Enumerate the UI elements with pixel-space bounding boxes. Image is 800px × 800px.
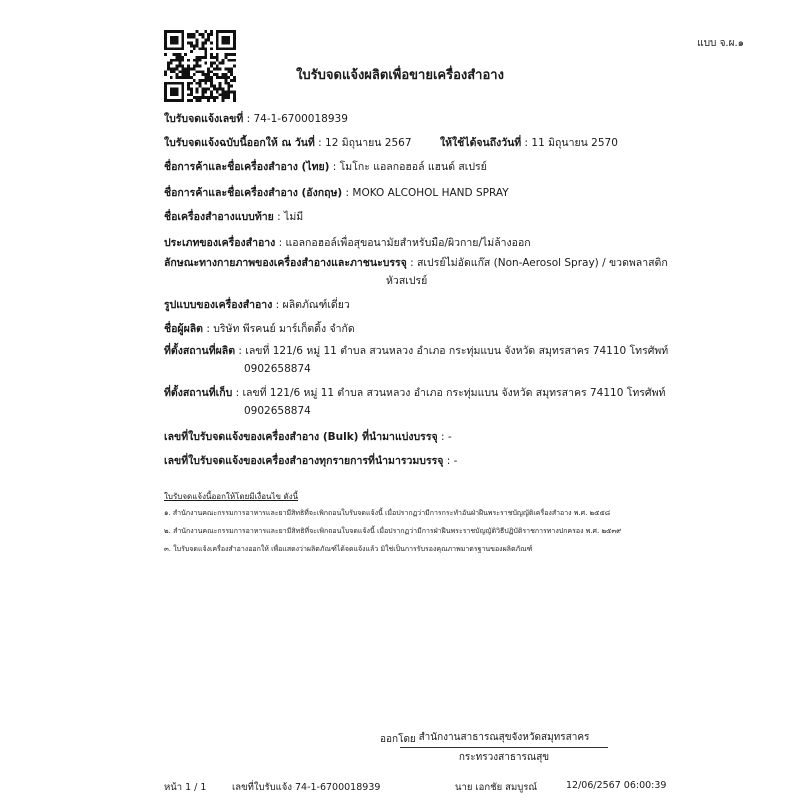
field-value: : สเปรย์ไม่อัดแก๊ส (Non-Aerosol Spray) / ขวดพลาสติก [406,257,668,269]
print-timestamp: 12/06/2567 06:00:39 [566,780,667,791]
field-value: : 12 มิถุนายน 2567 [314,137,412,149]
bulk-notification [164,430,452,445]
field-value: : MOKO ALCOHOL HAND SPRAY [342,187,509,199]
field-label: ชื่อผู้ผลิต [164,323,203,335]
factory-location [164,344,668,359]
trade-name-thai [164,160,487,175]
field-value: : ไม่มี [273,211,304,223]
conditions-title: ใบรับจดแจ้งนี้ออกให้โดยมีเงื่อนไข ดังนี้ [164,492,299,501]
field-label: เลขที่ใบรับจดแจ้งของเครื่องสำอางทุกรายการที่นำมารวมบรรจุ [164,455,444,467]
issuer-ministry: กระทรวงสาธารณสุข [458,752,550,763]
field-label: ชื่อการค้าและชื่อเครื่องสำอาง (อังกฤษ) [164,187,343,199]
field-value: : - [443,455,458,467]
product-format [164,298,350,313]
factory-phone: 0902658874 [244,363,311,375]
issued-by-label: ออกโดย [380,734,416,745]
physical-form-line2: หัวสเปรย์ [386,275,428,287]
field-label: รูปแบบของเครื่องสำอาง [164,299,273,311]
field-label: ที่ตั้งสถานที่เก็บ [164,387,233,399]
footer-reference: เลขที่ใบรับแจ้ง 74-1-6700018939 [232,782,381,793]
expiry-date [440,136,618,151]
field-value: : 74-1-6700018939 [243,113,348,125]
field-value: : 11 มิถุนายน 2570 [521,137,618,149]
field-value: : โมโกะ แอลกอฮอล์ แฮนด์ สเปรย์ [329,161,487,173]
trade-name-english [164,186,509,201]
cosmetic-category [164,236,531,251]
field-value: : เลขที่ 121/6 หมู่ 11 ตำบล สวนหลวง อำเภอ กระทุ่มแบน จังหวัด สมุทรสาคร 74110 โทรศัพท์ [235,345,669,357]
storage-location [164,386,665,401]
combined-notification [164,454,457,469]
form-code: แบบ จ.ผ.๑ [697,38,744,49]
field-label: ชื่อการค้าและชื่อเครื่องสำอาง (ไทย) [164,161,330,173]
condition-item: ๑. สำนักงานคณะกรรมการอาหารและยามีสิทธิที่จะเพิกถอนใบรับจดแจ้งนี้ เมื่อปรากฏว่ามีการกระทำอันฝ่าฝืนพระราชบัญญัติเครื่องสำอาง พ.ศ. ๒๕๕๘ [164,509,611,517]
field-label: ใบรับจดแจ้งเลขที่ [164,113,244,125]
field-label: ใบรับจดแจ้งฉบับนี้ออกให้ ณ วันที่ [164,137,315,149]
condition-item: ๓. ใบรับจดแจ้งเครื่องสำอางออกให้ เพื่อแสดงว่าผลิตภัณฑ์ได้จดแจ้งแล้ว มิใช่เป็นการรับรองคุณภาพมาตรฐานของผลิตภัณฑ์ [164,545,533,553]
field-label: เลขที่ใบรับจดแจ้งของเครื่องสำอาง (Bulk) ที่นำมาแบ่งบรรจุ [164,431,438,443]
storage-phone: 0902658874 [244,405,311,417]
document-title: ใบรับจดแจ้งผลิตเพื่อขายเครื่องสำอาง [296,68,504,83]
field-value: : - [437,431,452,443]
manufacturer [164,322,355,337]
notification-number [164,112,348,127]
issuer-office: สำนักงานสาธารณสุขจังหวัดสมุทรสาคร [400,730,608,748]
name-suffix [164,210,303,225]
physical-form [164,256,668,271]
field-label: ลักษณะทางกายภาพของเครื่องสำอางและภาชนะบรรจุ [164,257,407,269]
condition-item: ๒. สำนักงานคณะกรรมการอาหารและยามีสิทธิที่จะเพิกถอนใบจดแจ้งนี้ เมื่อปรากฏว่ามีการฝ่าฝืนพระราชบัญญัติวิธีปฏิบัติราชการทางปกครอง พ.ศ. ๒๕๓๙ [164,527,622,535]
field-value: : บริษัท พีรคนย์ มาร์เก็ตติ้ง จำกัด [203,323,355,335]
field-value: : เลขที่ 121/6 หมู่ 11 ตำบล สวนหลวง อำเภอ กระทุ่มแบน จังหวัด สมุทรสาคร 74110 โทรศัพท์ [232,387,666,399]
issue-date [164,136,412,151]
page-number: หน้า 1 / 1 [164,782,207,793]
field-label: ชื่อเครื่องสำอางแบบท้าย [164,211,274,223]
field-value: : แอลกอฮอล์เพื่อสุขอนามัยสำหรับมือ/ผิวกาย/ไม่ล้างออก [275,237,531,249]
field-label: ให้ใช้ได้จนถึงวันที่ [440,137,522,149]
field-value: : ผลิตภัณฑ์เดี่ยว [272,299,350,311]
field-label: ประเภทของเครื่องสำอาง [164,237,276,249]
field-label: ที่ตั้งสถานที่ผลิต [164,345,236,357]
officer-name: นาย เอกชัย สมบูรณ์ [455,782,538,793]
